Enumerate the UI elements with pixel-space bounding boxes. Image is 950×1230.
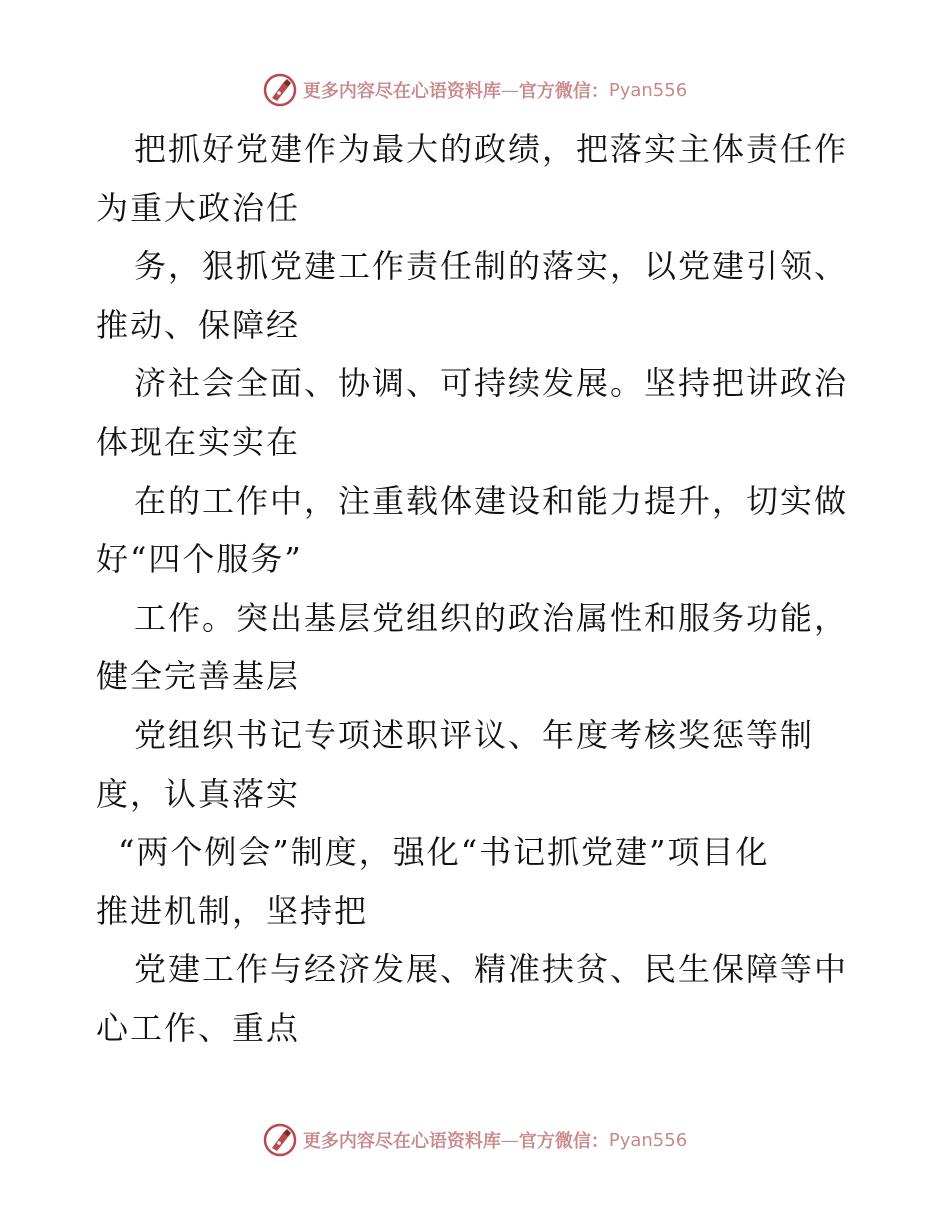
text-line: 党建工作与经济发展、精准扶贫、民生保障等中 — [134, 950, 849, 989]
text-line: 健全完善基层 — [96, 657, 301, 696]
pen-nib-logo-icon — [263, 1123, 297, 1157]
text-line: 济社会全面、协调、可持续发展。坚持把讲政治 — [134, 364, 849, 403]
banner-separator: — — [500, 79, 519, 101]
text-line: 为重大政治任 — [96, 188, 301, 227]
pen-nib-logo-icon — [263, 73, 297, 107]
banner-slogan: 更多内容尽在心语资料库 — [302, 1131, 501, 1152]
text-line: 在的工作中，注重载体建设和能力提升，切实做 — [134, 481, 849, 520]
text-line: 把抓好党建作为最大的政绩，把落实主体责任作 — [134, 130, 849, 168]
text-line: 工作。突出基层党组织的政治属性和服务功能， — [134, 598, 849, 637]
banner-label: 官方微信： — [518, 1131, 609, 1152]
document-body — [96, 120, 856, 1058]
banner-label: 官方微信： — [518, 81, 609, 102]
footer-banner — [0, 1120, 950, 1160]
text-line: 度，认真落实 — [96, 774, 301, 813]
text-line: 务，狠抓党建工作责任制的落实，以党建引领、 — [134, 247, 849, 286]
text-line: 体现在实实在 — [96, 422, 301, 461]
banner-separator: — — [500, 1129, 519, 1151]
text-line: “两个例会”制度，强化“书记抓党建”项目化 — [118, 833, 770, 872]
banner-wechat-id: Pyan556 — [608, 1129, 688, 1151]
text-line: 推进机制，坚持把 — [96, 891, 369, 930]
banner-wechat-id: Pyan556 — [608, 79, 688, 101]
banner-slogan: 更多内容尽在心语资料库 — [302, 81, 501, 102]
header-banner — [0, 70, 950, 110]
text-line: 心工作、重点 — [96, 1008, 301, 1047]
text-line: 推动、保障经 — [96, 305, 301, 344]
text-line: 党组织书记专项述职评议、年度考核奖惩等制 — [134, 715, 815, 754]
text-line: 好“四个服务” — [96, 540, 303, 579]
